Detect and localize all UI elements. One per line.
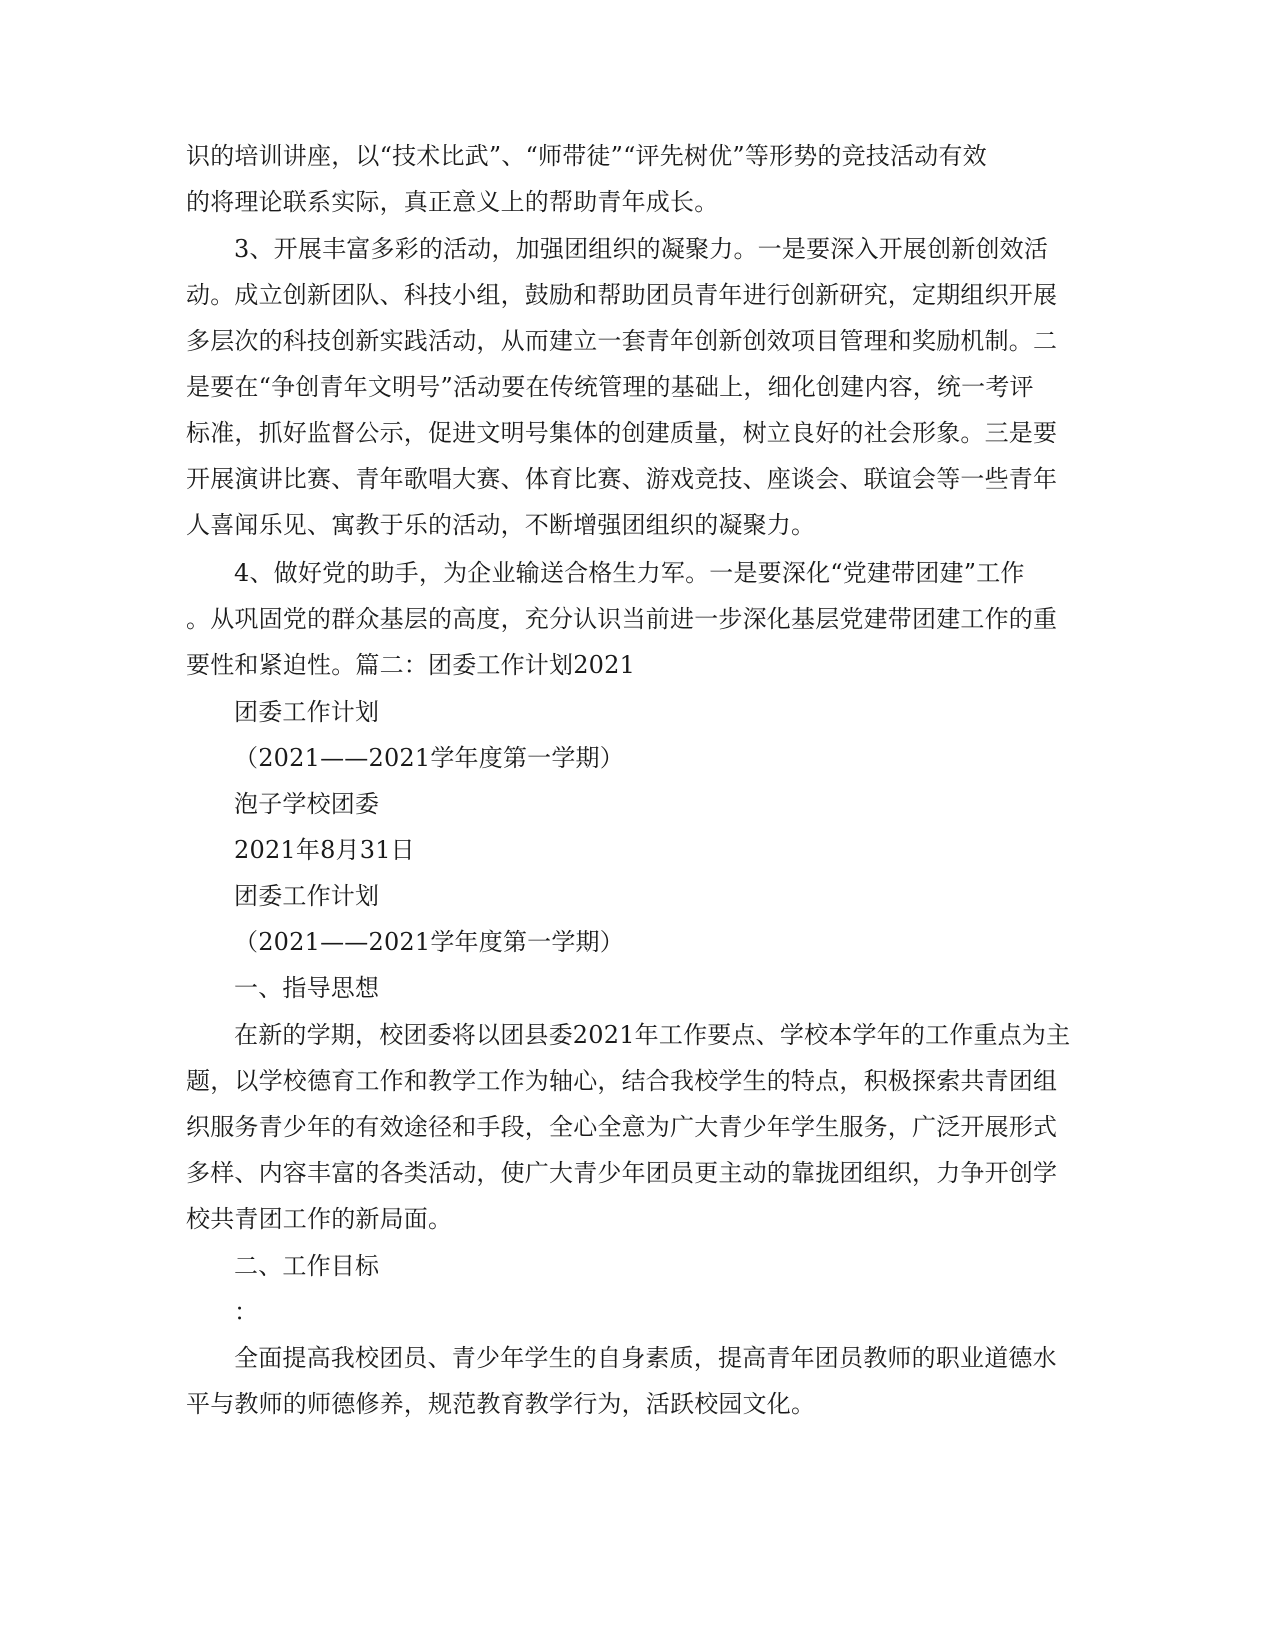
section-heading: 一、指导思想 [234,974,380,1002]
text-line: 要性和紧迫性。篇二：团委工作计划2021 [186,651,636,679]
text-line: 校共青团工作的新局面。 [186,1205,453,1233]
section-heading: 二、工作目标 [234,1252,380,1280]
text-line: 全面提高我校团员、青少年学生的自身素质，提高青年团员教师的职业道德水 [234,1344,1057,1372]
text-line: 人喜闻乐见、寓教于乐的活动，不断增强团组织的凝聚力。 [186,511,816,539]
text-line: 多样、内容丰富的各类活动，使广大青少年团员更主动的靠拢团组织，力争开创学 [186,1159,1058,1187]
heading-line: 团委工作计划 [234,698,380,726]
text-line: 开展演讲比赛、青年歌唱大赛、体育比赛、游戏竞技、座谈会、联谊会等一些青年 [186,465,1058,493]
date-line: 2021年8月31日 [234,836,415,864]
text-line: 平与教师的师德修养，规范教育教学行为，活跃校园文化。 [186,1390,816,1418]
text-line: （2021——2021学年度第一学期） [234,744,624,772]
text-line: 标准，抓好监督公示，促进文明号集体的创建质量，树立良好的社会形象。三是要 [186,419,1058,447]
text-line: 识的培训讲座，以“技术比武”、“师带徒”“评先树优”等形势的竞技活动有效 [186,142,987,170]
text-line: 3、开展丰富多彩的活动，加强团组织的凝聚力。一是要深入开展创新创效活 [234,235,1049,263]
heading-line: 团委工作计划 [234,882,380,910]
text-line: 4、做好党的助手，为企业输送合格生力军。一是要深化“党建带团建”工作 [234,559,1025,587]
text-line: 织服务青少年的有效途径和手段，全心全意为广大青少年学生服务，广泛开展形式 [186,1113,1058,1141]
text-line: 动。成立创新团队、科技小组，鼓励和帮助团员青年进行创新研究，定期组织开展 [186,281,1058,309]
text-line: 泡子学校团委 [234,790,380,818]
text-line: 。从巩固党的群众基层的高度，充分认识当前进一步深化基层党建带团建工作的重 [186,605,1058,633]
text-line: 题，以学校德育工作和教学工作为轴心，结合我校学生的特点，积极探索共青团组 [186,1067,1058,1095]
text-line: 在新的学期，校团委将以团县委2021年工作要点、学校本学年的工作重点为主 [234,1021,1071,1049]
text-line: 多层次的科技创新实践活动，从而建立一套青年创新创效项目管理和奖励机制。二 [186,327,1058,355]
text-line: ： [234,1298,259,1326]
text-line: 的将理论联系实际，真正意义上的帮助青年成长。 [186,188,719,216]
text-line: （2021——2021学年度第一学期） [234,928,624,956]
text-line: 是要在“争创青年文明号”活动要在传统管理的基础上，细化创建内容，统一考评 [186,373,1034,401]
